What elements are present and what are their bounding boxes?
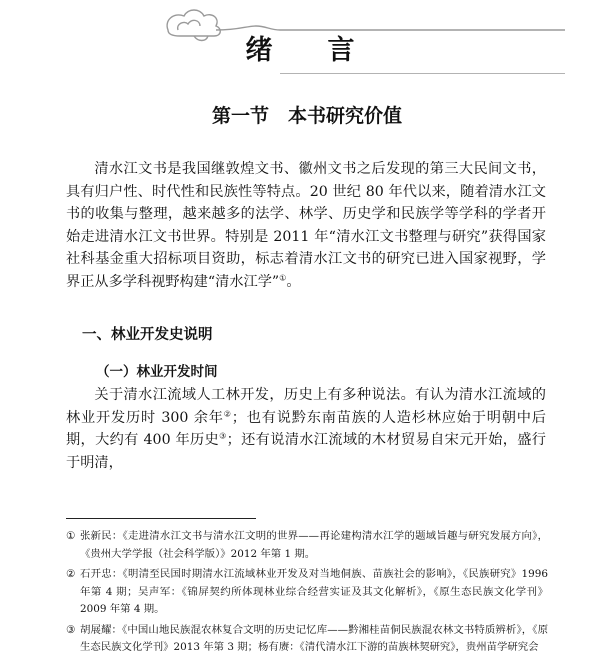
forestry-text-a: 关于清水江流域人工林开发，历史上有多种说法。有认为清水江流域的林业开发历时 300 余年 — [66, 387, 546, 426]
footnote-ref-1: ① — [279, 272, 287, 282]
heading-level-1: 一、林业开发史说明 — [82, 327, 213, 343]
forestry-text-c: ；还有说清水江流域的木材贸易自宋元开始，盛行于明清， — [66, 432, 546, 471]
footnotes — [66, 528, 548, 660]
intro-end: 。 — [286, 273, 301, 290]
footnote-divider — [66, 518, 256, 519]
footnote-mark: ① — [66, 530, 76, 542]
forestry-text-b: ；也有说黔东南苗族的人造杉林应始于明朝中后期，大约有 400 年历史 — [66, 409, 546, 448]
footnote-mark: ② — [66, 568, 76, 580]
footnote-text: 胡展耀：《中国山地民族混农林复合文明的历史记忆库——黔湘桂苗侗民族混农林文书特质辨析》，《原生态民族文化学刊》2013 年第 3 期；杨有赓：《清代清水江下游的苗族林契研究》，贵州苗学研究会 — [80, 623, 548, 653]
footnote-ref-2: ② — [223, 408, 232, 418]
footnote-item — [66, 566, 548, 619]
footnote-text: 石开忠：《明清至民国时期清水江流域林业开发及对当地侗族、苗族社会的影响》，《民族研究》1996 年第 4 期；吴声军：《锦屏契约所体现林业综合经营实证及其文化解析》，《原生态民族文化学刊》2009 年第 4 期。 — [80, 568, 548, 615]
footnote-ref-3: ③ — [219, 431, 227, 441]
forestry-paragraph — [66, 384, 546, 474]
footnote-text: 张新民：《走进清水江文书与清水江文明的世界——再论建构清水江学的题域旨趣与研究发展方向》，《贵州大学学报（社会科学版）》2012 年第 1 期。 — [80, 530, 548, 560]
chapter-title: 绪 言 — [245, 35, 369, 66]
heading-level-2: （一）林业开发时间 — [96, 364, 218, 380]
section-title: 第一节 本书研究价值 — [211, 105, 402, 127]
intro-paragraph — [66, 158, 546, 293]
footnote-item — [66, 622, 548, 657]
footnote-item — [66, 528, 548, 563]
intro-text: 清水江文书是我国继敦煌文书、徽州文书之后发现的第三大民间文书，具有归户性、时代性和民族性等特点。20 世纪 80 年代以来，随着清水江文书的收集与整理，越来越多的法学、林学、历史学和民族学等学科的学者开始走进清水江文书世界。特别是 2011 年“清水江文书整理与研究”获得国家社科基金重大招标项目资助，标志着清水江文书的研究已进入国家视野，学界正从多学科视野构建“清水江学” — [66, 161, 546, 290]
footnote-mark: ③ — [66, 623, 76, 636]
